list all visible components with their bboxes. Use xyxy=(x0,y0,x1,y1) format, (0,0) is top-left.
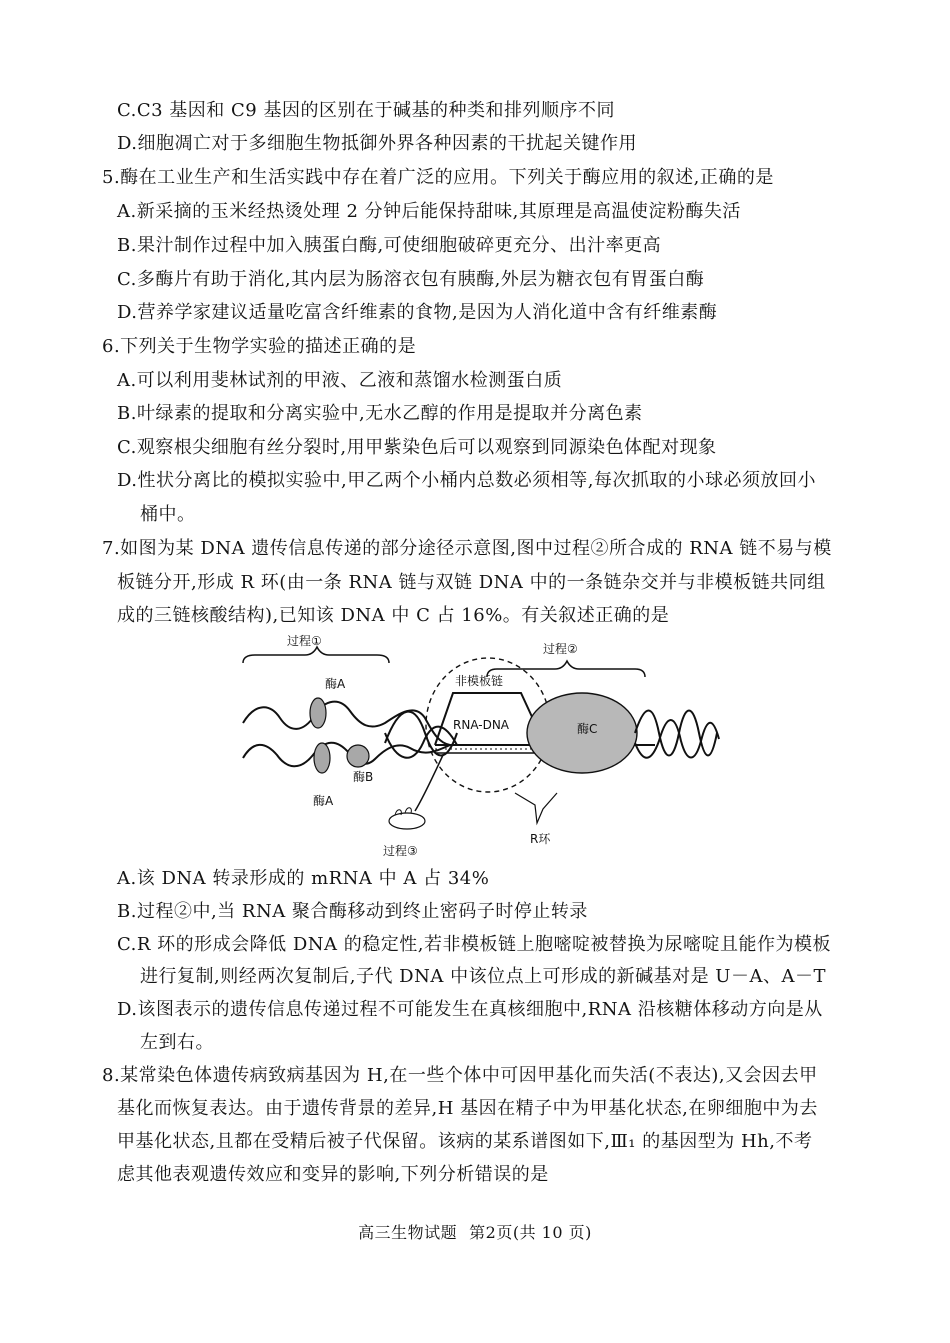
process1-brace xyxy=(243,647,389,663)
q5-option-b: B.果汁制作过程中加入胰蛋白酶,可使细胞破碎更充分、出汁率更高 xyxy=(117,235,662,256)
ribosome xyxy=(389,813,425,829)
q4-option-c: C.C3 基因和 C9 基因的区别在于碱基的种类和排列顺序不同 xyxy=(117,100,615,121)
dna-transcription-figure xyxy=(225,633,725,863)
q7-stem-line2: 板链分开,形成 R 环(由一条 RNA 链与双链 DNA 中的一条链杂交并与非模板链共同组 xyxy=(117,572,826,593)
rna-dna-label: RNA-DNA xyxy=(453,718,510,732)
page-footer xyxy=(0,1222,950,1244)
enzyme-a-bottom-label: 酶A xyxy=(313,794,334,808)
footer-title: 高三生物试题 xyxy=(358,1223,458,1242)
enzyme-c-label: 酶C xyxy=(577,722,598,736)
q7-stem-line3: 成的三链核酸结构),已知该 DNA 中 C 占 16%。有关叙述正确的是 xyxy=(117,605,670,626)
q6-stem: 6.下列关于生物学实验的描述正确的是 xyxy=(102,336,417,357)
q6-option-d-line2: 桶中。 xyxy=(140,504,196,525)
q6-option-c: C.观察根尖细胞有丝分裂时,用甲紫染色后可以观察到同源染色体配对现象 xyxy=(117,437,717,458)
r-loop-pointer xyxy=(515,793,557,823)
q7-option-d-line2: 左到右。 xyxy=(140,1032,214,1053)
process3-label: 过程③ xyxy=(383,844,418,858)
enzyme-b-label: 酶B xyxy=(353,770,374,784)
mrna-tail xyxy=(415,755,443,811)
q6-option-b: B.叶绿素的提取和分离实验中,无水乙醇的作用是提取并分离色素 xyxy=(117,403,643,424)
r-loop-label: R环 xyxy=(530,832,551,846)
q7-option-a: A.该 DNA 转录形成的 mRNA 中 A 占 34% xyxy=(117,868,490,889)
q8-stem-line1: 8.某常染色体遗传病致病基因为 H,在一些个体中可因甲基化而失活(不表达),又会因去甲 xyxy=(102,1065,818,1086)
dna-figure-svg xyxy=(225,633,725,863)
q5-stem: 5.酶在工业生产和生活实践中存在着广泛的应用。下列关于酶应用的叙述,正确的是 xyxy=(102,167,774,188)
q8-stem-line4: 虑其他表观遗传效应和变异的影响,下列分析错误的是 xyxy=(117,1164,549,1185)
process2-label: 过程② xyxy=(543,642,578,656)
dna-right-helix-a xyxy=(635,711,717,756)
q7-option-d-line1: D.该图表示的遗传信息传递过程不可能发生在真核细胞中,RNA 沿核糖体移动方向是从 xyxy=(117,999,823,1020)
non-template-label: 非模板链 xyxy=(455,674,504,688)
footer-page-number: 第2页(共 10 页) xyxy=(469,1223,592,1242)
q6-option-d-line1: D.性状分离比的模拟实验中,甲乙两个小桶内总数必须相等,每次抓取的小球必须放回小 xyxy=(117,470,816,491)
q7-option-b: B.过程②中,当 RNA 聚合酶移动到终止密码子时停止转录 xyxy=(117,901,588,922)
q4-option-d: D.细胞凋亡对于多细胞生物抵御外界各种因素的干扰起关键作用 xyxy=(117,133,638,154)
q5-option-d: D.营养学家建议适量吃富含纤维素的食物,是因为人消化道中含有纤维素酶 xyxy=(117,302,718,323)
q5-option-a: A.新采摘的玉米经热烫处理 2 分钟后能保持甜味,其原理是高温使淀粉酶失活 xyxy=(117,201,741,222)
q6-option-a: A.可以利用斐林试剂的甲液、乙液和蒸馏水检测蛋白质 xyxy=(117,370,563,391)
q7-option-c-line1: C.R 环的形成会降低 DNA 的稳定性,若非模板链上胞嘧啶被替换为尿嘧啶且能作为模板 xyxy=(117,934,831,955)
q7-option-c-line2: 进行复制,则经两次复制后,子代 DNA 中该位点上可形成的新碱基对是 U－A、A－T xyxy=(140,966,826,987)
enzyme-a-bottom xyxy=(314,743,330,773)
q5-option-c: C.多酶片有助于消化,其内层为肠溶衣包有胰酶,外层为糖衣包有胃蛋白酶 xyxy=(117,269,705,290)
enzyme-a-top-label: 酶A xyxy=(325,677,346,691)
enzyme-b xyxy=(347,745,369,767)
enzyme-a-top xyxy=(310,698,326,728)
q8-stem-line2: 基化而恢复表达。由于遗传背景的差异,H 基因在精子中为甲基化状态,在卵细胞中为去 xyxy=(117,1098,818,1119)
dna-upper-strand xyxy=(243,702,450,745)
process1-label: 过程① xyxy=(287,634,322,648)
q7-stem-line1: 7.如图为某 DNA 遗传信息传递的部分途径示意图,图中过程②所合成的 RNA 链不易与模 xyxy=(102,538,832,559)
q8-stem-line3: 甲基化状态,且都在受精后被子代保留。该病的某系谱图如下,Ⅲ₁ 的基因型为 Hh,不考 xyxy=(117,1131,813,1152)
